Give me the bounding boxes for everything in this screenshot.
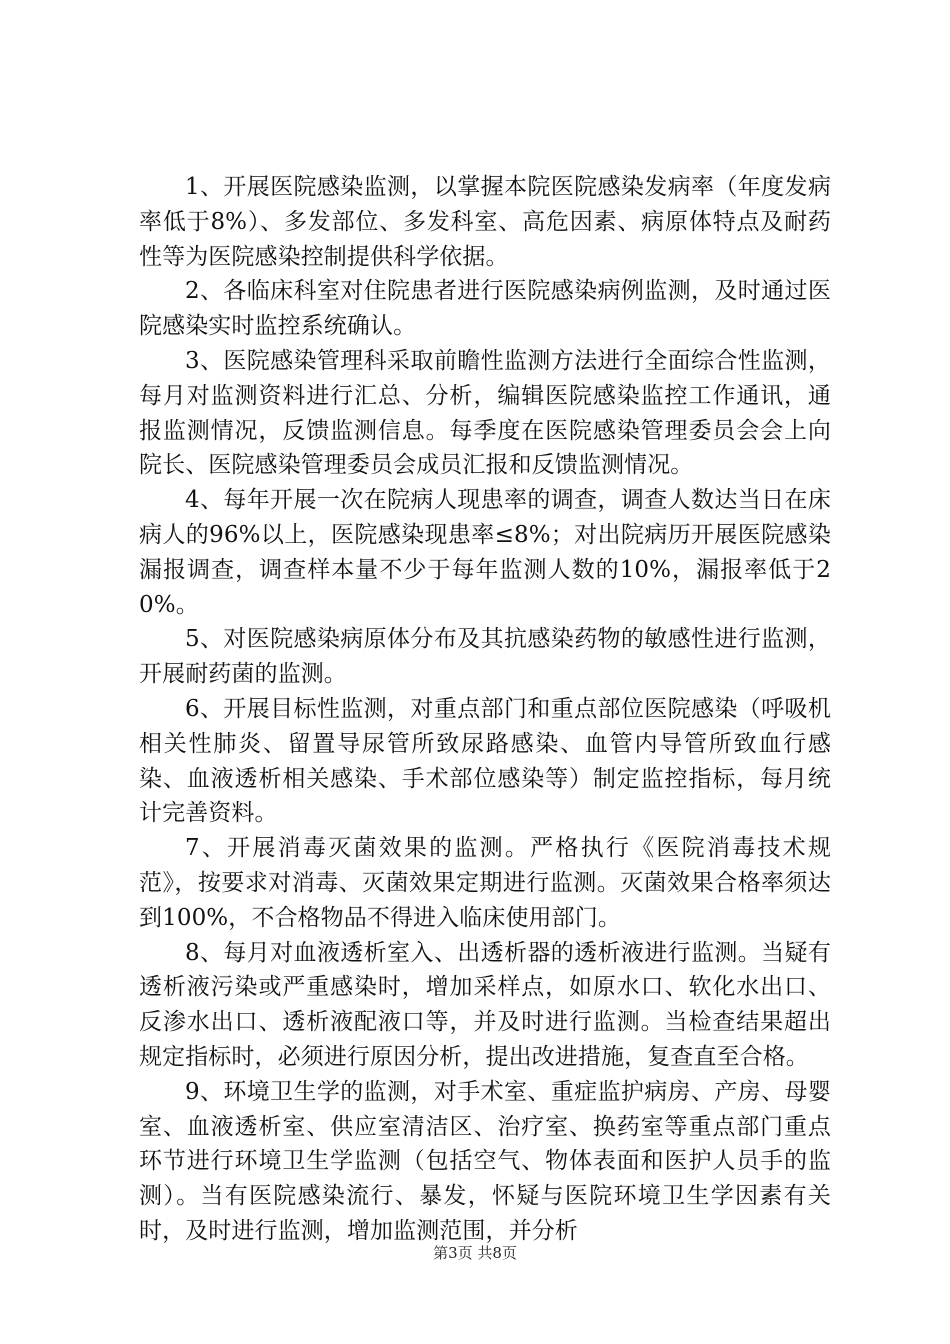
- paragraph-6: 6、开展目标性监测，对重点部门和重点部位医院感染（呼吸机相关性肺炎、留置导尿管所致尿路感染、血管内导管所致血行感染、血液透析相关感染、手术部位感染等）制定监控指标，每月统计完善资料。: [139, 695, 831, 827]
- paragraph-1: 1、开展医院感染监测，以掌握本院医院感染发病率（年度发病率低于8%）、多发部位、多发科室、高危因素、病原体特点及耐药性等为医院感染控制提供科学依据。: [139, 174, 831, 270]
- document-body: [139, 170, 831, 1249]
- paragraph-8: 8、每月对血液透析室入、出透析器的透析液进行监测。当疑有透析液污染或严重感染时，增加采样点，如原水口、软化水出口、反渗水出口、透析液配液口等，并及时进行监测。当检查结果超出规定指标时，必须进行原因分析，提出改进措施，复查直至合格。: [139, 939, 831, 1070]
- paragraph-2: 2、各临床科室对住院患者进行医院感染病例监测，及时通过医院感染实时监控系统确认。: [139, 278, 831, 340]
- paragraph-7: 7、开展消毒灭菌效果的监测。严格执行《医院消毒技术规范》，按要求对消毒、灭菌效果定期进行监测。灭菌效果合格率须达到100%，不合格物品不得进入临床使用部门。: [139, 835, 831, 931]
- paragraph-4: 4、每年开展一次在院病人现患率的调查，调查人数达当日在床病人的96%以上，医院感染现患率≤8%；对出院病历开展医院感染漏报调查，调查样本量不少于每年监测人数的10%，漏报率低于20%。: [139, 487, 831, 618]
- paragraph-9: 9、环境卫生学的监测，对手术室、重症监护病房、产房、母婴室、血液透析室、供应室清洁区、治疗室、换药室等重点部门重点环节进行环境卫生学监测（包括空气、物体表面和医护人员手的监测）。当有医院感染流行、暴发，怀疑与医院环境卫生学因素有关时，及时进行监测，增加监测范围，并分析: [139, 1078, 831, 1244]
- page-footer: 第3页 共8页: [433, 1244, 517, 1262]
- paragraph-3: 3、医院感染管理科采取前瞻性监测方法进行全面综合性监测，每月对监测资料进行汇总、分析，编辑医院感染监控工作通讯，通报监测情况，反馈监测信息。每季度在医院感染管理委员会会上向院长、医院感染管理委员会成员汇报和反馈监测情况。: [139, 347, 831, 479]
- paragraph-5: 5、对医院感染病原体分布及其抗感染药物的敏感性进行监测，开展耐药菌的监测。: [139, 626, 831, 688]
